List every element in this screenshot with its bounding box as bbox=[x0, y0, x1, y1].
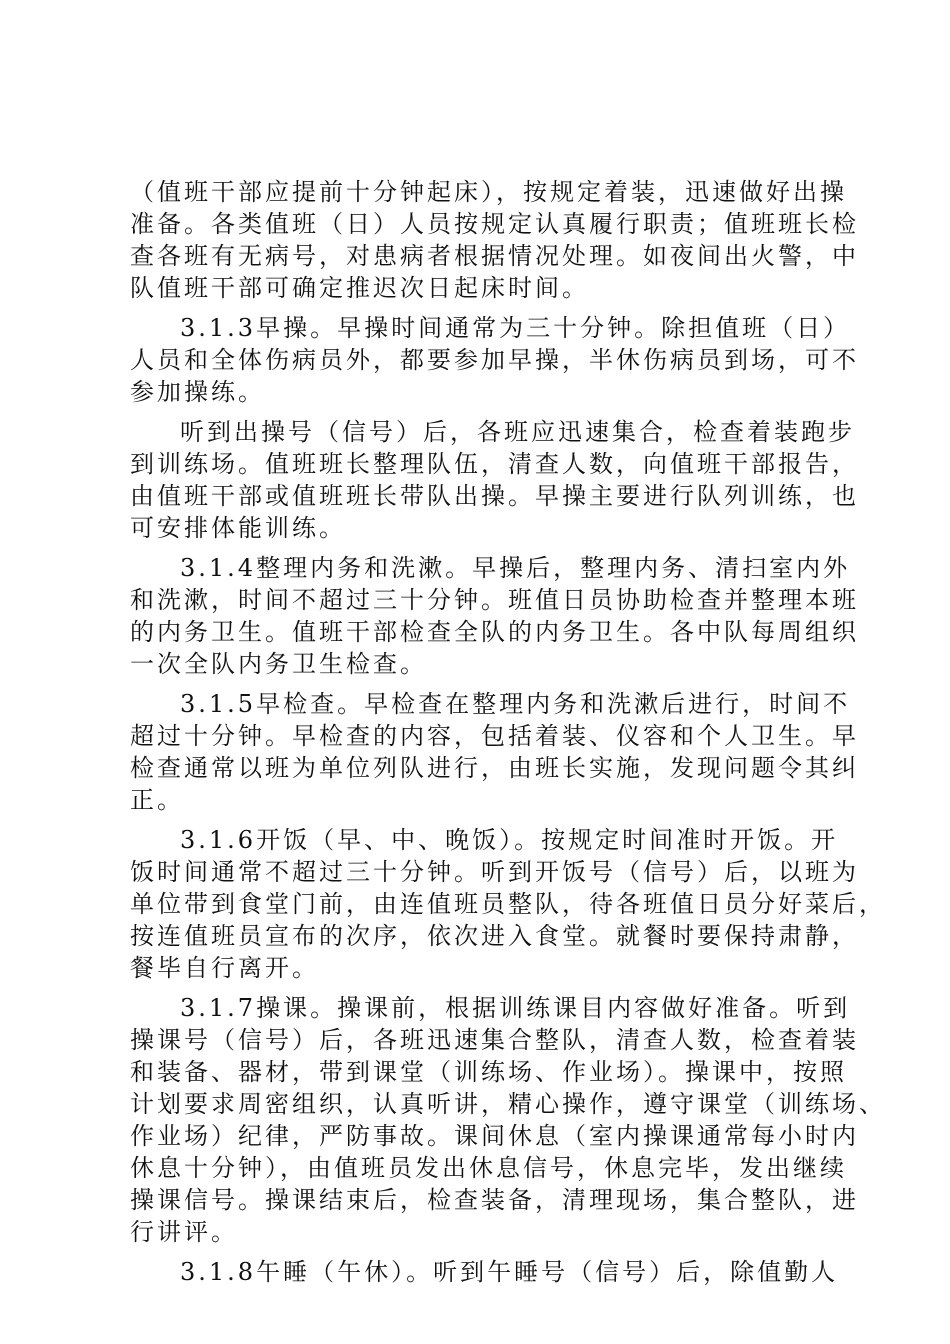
paragraph-7-line-1: 3.1.7操课。操课前，根据训练课目内容做好准备。听到 bbox=[180, 994, 851, 1022]
paragraph-3-line-1: 听到出操号（信号）后，各班应迅速集合，检查着装跑步 bbox=[180, 418, 855, 446]
document-body bbox=[130, 176, 886, 1288]
paragraph-7-line-3: 和装备、器材，带到课堂（训练场、作业场）。操课中，按照 bbox=[130, 1058, 847, 1086]
paragraph-7-line-6: 休息十分钟），由值班员发出休息信号，休息完毕，发出继续 bbox=[130, 1154, 847, 1182]
paragraph-5-line-3: 检查通常以班为单位列队进行，由班长实施，发现问题令其纠 bbox=[130, 754, 859, 782]
paragraph-1-line-3: 查各班有无病号，对患病者根据情况处理。如夜间出火警，中 bbox=[130, 242, 859, 270]
paragraph-7-line-2: 操课号（信号）后，各班迅速集合整队，清查人数，检查着装 bbox=[130, 1026, 859, 1054]
paragraph-2-line-2: 人员和全体伤病员外，都要参加早操，半休伤病员到场，可不 bbox=[130, 346, 859, 374]
paragraph-7-line-5: 作业场）纪律，严防事故。课间休息（室内操课通常每小时内 bbox=[130, 1122, 859, 1150]
paragraph-4-line-1: 3.1.4整理内务和洗漱。早操后，整理内务、清扫室内外 bbox=[180, 554, 851, 582]
paragraph-4-line-4: 一次全队内务卫生检查。 bbox=[130, 650, 427, 678]
paragraph-3-line-3: 由值班干部或值班班长带队出操。早操主要进行队列训练，也 bbox=[130, 482, 859, 510]
paragraph-3-line-2: 到训练场。值班班长整理队伍，清查人数，向值班干部报告， bbox=[130, 450, 859, 478]
paragraph-1-line-1: （值班干部应提前十分钟起床），按规定着装，迅速做好出操 bbox=[130, 178, 847, 206]
paragraph-4-line-3: 的内务卫生。值班干部检查全队的内务卫生。各中队每周组织 bbox=[130, 618, 859, 646]
paragraph-7-line-4: 计划要求周密组织，认真听讲，精心操作，遵守课堂（训练场、 bbox=[130, 1090, 886, 1118]
paragraph-7-line-8: 行讲评。 bbox=[130, 1218, 238, 1246]
paragraph-5-line-2: 超过十分钟。早检查的内容，包括着装、仪容和个人卫生。早 bbox=[130, 722, 859, 750]
paragraph-6-line-4: 按连值班员宣布的次序，依次进入食堂。就餐时要保持肃静， bbox=[130, 922, 859, 950]
paragraph-6-line-1: 3.1.6开饭（早、中、晚饭）。按规定时间准时开饭。开 bbox=[180, 826, 839, 854]
paragraph-5-line-1: 3.1.5早检查。早检查在整理内务和洗漱后进行，时间不 bbox=[180, 690, 851, 718]
paragraph-2-line-3: 参加操练。 bbox=[130, 378, 265, 406]
paragraph-3-line-4: 可安排体能训练。 bbox=[130, 514, 346, 542]
paragraph-4-line-2: 和洗漱，时间不超过三十分钟。班值日员协助检查并整理本班 bbox=[130, 586, 859, 614]
paragraph-6-line-5: 餐毕自行离开。 bbox=[130, 954, 319, 982]
paragraph-2-line-1: 3.1.3早操。早操时间通常为三十分钟。除担值班（日） bbox=[180, 314, 851, 342]
paragraph-6-line-3: 单位带到食堂门前，由连值班员整队，待各班值日员分好菜后， bbox=[130, 890, 886, 918]
paragraph-6-line-2: 饭时间通常不超过三十分钟。听到开饭号（信号）后，以班为 bbox=[130, 858, 859, 886]
paragraph-8-line-1: 3.1.8午睡（午休）。听到午睡号（信号）后，除值勤人 bbox=[180, 1258, 839, 1286]
paragraph-1-line-2: 准备。各类值班（日）人员按规定认真履行职责；值班班长检 bbox=[130, 210, 859, 238]
paragraph-1-line-4: 队值班干部可确定推迟次日起床时间。 bbox=[130, 274, 589, 302]
paragraph-5-line-4: 正。 bbox=[130, 786, 184, 814]
paragraph-7-line-7: 操课信号。操课结束后，检查装备，清理现场，集合整队，进 bbox=[130, 1186, 859, 1214]
